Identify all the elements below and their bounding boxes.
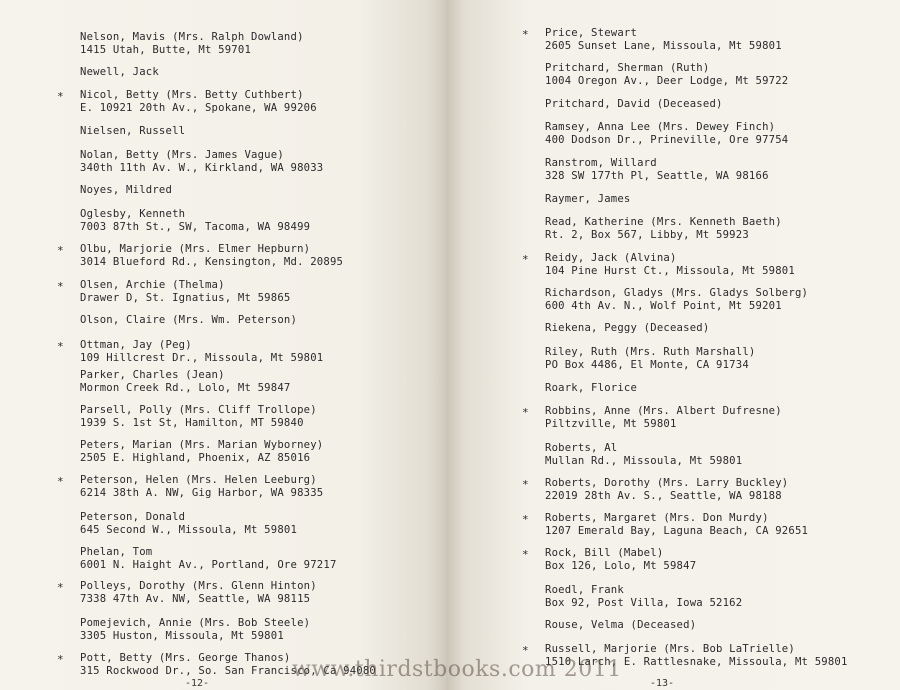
entry-name: Roberts, Al xyxy=(545,442,618,454)
entry-address: Drawer D, St. Ignatius, Mt 59865 xyxy=(80,291,291,304)
directory-entry xyxy=(80,149,323,175)
asterisk-marker: * xyxy=(57,653,64,666)
entry-name: Russell, Marjorie (Mrs. Bob LaTrielle) xyxy=(545,643,795,655)
asterisk-marker: * xyxy=(57,581,64,594)
entry-address: Box 126, Lolo, Mt 59847 xyxy=(545,559,697,572)
right-page xyxy=(446,0,900,690)
asterisk-marker: * xyxy=(57,280,64,293)
directory-entry xyxy=(80,314,297,327)
entry-name: Pomejevich, Annie (Mrs. Bob Steele) xyxy=(80,617,311,629)
asterisk-marker: * xyxy=(57,340,64,353)
directory-entry xyxy=(545,287,808,313)
entry-address: 109 Hillcrest Dr., Missoula, Mt 59801 xyxy=(80,351,324,364)
directory-entry xyxy=(80,546,337,572)
asterisk-marker: * xyxy=(522,478,529,491)
directory-entry xyxy=(545,62,788,88)
asterisk-marker: * xyxy=(57,90,64,103)
directory-entry xyxy=(545,252,795,278)
directory-entry xyxy=(80,439,323,465)
asterisk-marker: * xyxy=(57,244,64,257)
entry-name: Riekena, Peggy (Deceased) xyxy=(545,322,710,334)
directory-entry xyxy=(80,125,185,138)
entry-name: Parker, Charles (Jean) xyxy=(80,369,225,381)
entry-address: 1415 Utah, Butte, Mt 59701 xyxy=(80,43,252,56)
entry-name: Roberts, Margaret (Mrs. Don Murdy) xyxy=(545,512,769,524)
directory-entry xyxy=(545,382,637,395)
entry-name: Phelan, Tom xyxy=(80,546,153,558)
directory-entry xyxy=(545,547,696,573)
entry-name: Nelson, Mavis (Mrs. Ralph Dowland) xyxy=(80,31,304,43)
entry-address: 3014 Blueford Rd., Kensington, Md. 20895 xyxy=(80,255,344,268)
directory-entry xyxy=(545,477,788,503)
entry-name: Olsen, Archie (Thelma) xyxy=(80,279,225,291)
directory-entry xyxy=(545,27,782,53)
entry-address: 1510 Larch, E. Rattlesnake, Missoula, Mt 59801 xyxy=(545,655,848,668)
entry-name: Ranstrom, Willard xyxy=(545,157,657,169)
entry-name: Peterson, Helen (Mrs. Helen Leeburg) xyxy=(80,474,317,486)
entry-address: 315 Rockwood Dr., So. San Francisco, Ca 94080 xyxy=(80,664,377,677)
entry-name: Parsell, Polly (Mrs. Cliff Trollope) xyxy=(80,404,317,416)
entry-address: 328 SW 177th Pl, Seattle, WA 98166 xyxy=(545,169,769,182)
asterisk-marker: * xyxy=(522,548,529,561)
entry-name: Newell, Jack xyxy=(80,66,159,78)
entry-name: Pritchard, Sherman (Ruth) xyxy=(545,62,710,74)
directory-entry xyxy=(545,322,709,335)
entry-address: Piltzville, Mt 59801 xyxy=(545,417,677,430)
entry-name: Robbins, Anne (Mrs. Albert Dufresne) xyxy=(545,405,782,417)
directory-entry xyxy=(545,193,631,206)
directory-entry xyxy=(80,339,323,365)
directory-entry xyxy=(80,31,304,57)
directory-entry xyxy=(545,619,696,632)
entry-name: Richardson, Gladys (Mrs. Gladys Solberg) xyxy=(545,287,809,299)
entry-name: Nicol, Betty (Mrs. Betty Cuthbert) xyxy=(80,89,304,101)
entry-name: Read, Katherine (Mrs. Kenneth Baeth) xyxy=(545,216,782,228)
directory-entry xyxy=(545,584,742,610)
entry-name: Pritchard, David (Deceased) xyxy=(545,98,723,110)
asterisk-marker: * xyxy=(522,513,529,526)
directory-entry xyxy=(545,442,742,468)
entry-address: Box 92, Post Villa, Iowa 52162 xyxy=(545,596,743,609)
page-number: -13- xyxy=(650,678,675,689)
directory-entry xyxy=(80,474,323,500)
directory-entry xyxy=(545,121,788,147)
watermark: www.thirdstbooks.com 2011 xyxy=(292,657,622,682)
entry-name: Roedl, Frank xyxy=(545,584,624,596)
directory-entry xyxy=(80,580,317,606)
directory-entry xyxy=(80,369,291,395)
entry-name: Roark, Florice xyxy=(545,382,638,394)
entry-name: Nielsen, Russell xyxy=(80,125,186,137)
entry-name: Polleys, Dorothy (Mrs. Glenn Hinton) xyxy=(80,580,317,592)
entry-name: Noyes, Mildred xyxy=(80,184,173,196)
directory-entry xyxy=(545,512,808,538)
entry-name: Olson, Claire (Mrs. Wm. Peterson) xyxy=(80,314,298,326)
entry-name: Pott, Betty (Mrs. George Thanos) xyxy=(80,652,291,664)
entry-address: 6214 38th A. NW, Gig Harbor, WA 98335 xyxy=(80,486,324,499)
entry-address: E. 10921 20th Av., Spokane, WA 99206 xyxy=(80,101,317,114)
entry-address: 7338 47th Av. NW, Seattle, WA 98115 xyxy=(80,592,311,605)
entry-name: Ottman, Jay (Peg) xyxy=(80,339,192,351)
entry-name: Olbu, Marjorie (Mrs. Elmer Hepburn) xyxy=(80,243,311,255)
entry-address: 22019 28th Av. S., Seattle, WA 98188 xyxy=(545,489,782,502)
directory-entry xyxy=(80,243,343,269)
directory-entry xyxy=(545,216,782,242)
entry-address: Rt. 2, Box 567, Libby, Mt 59923 xyxy=(545,228,749,241)
directory-entry xyxy=(80,279,291,305)
left-page xyxy=(0,0,446,690)
entry-name: Oglesby, Kenneth xyxy=(80,208,186,220)
entry-address: 400 Dodson Dr., Prineville, Ore 97754 xyxy=(545,133,789,146)
entry-address: 2605 Sunset Lane, Missoula, Mt 59801 xyxy=(545,39,782,52)
directory-entry xyxy=(545,346,756,372)
entry-address: 1207 Emerald Bay, Laguna Beach, CA 92651 xyxy=(545,524,809,537)
entry-name: Ramsey, Anna Lee (Mrs. Dewey Finch) xyxy=(545,121,776,133)
directory-entry xyxy=(80,617,310,643)
entry-name: Price, Stewart xyxy=(545,27,638,39)
asterisk-marker: * xyxy=(522,28,529,41)
entry-address: 3305 Huston, Missoula, Mt 59801 xyxy=(80,629,284,642)
directory-entry xyxy=(80,89,317,115)
entry-address: PO Box 4486, El Monte, CA 91734 xyxy=(545,358,749,371)
entry-name: Roberts, Dorothy (Mrs. Larry Buckley) xyxy=(545,477,789,489)
entry-address: 6001 N. Haight Av., Portland, Ore 97217 xyxy=(80,558,337,571)
entry-name: Nolan, Betty (Mrs. James Vague) xyxy=(80,149,284,161)
entry-address: 1004 Oregon Av., Deer Lodge, Mt 59722 xyxy=(545,74,789,87)
directory-entry xyxy=(545,405,782,431)
entry-address: 645 Second W., Missoula, Mt 59801 xyxy=(80,523,298,536)
asterisk-marker: * xyxy=(57,475,64,488)
entry-name: Peterson, Donald xyxy=(80,511,186,523)
entry-name: Reidy, Jack (Alvina) xyxy=(545,252,677,264)
directory-entry xyxy=(80,208,310,234)
entry-address: Mullan Rd., Missoula, Mt 59801 xyxy=(545,454,743,467)
directory-entry xyxy=(80,184,172,197)
directory-entry xyxy=(545,157,769,183)
page-number: -12- xyxy=(185,678,210,689)
asterisk-marker: * xyxy=(522,644,529,657)
entry-name: Riley, Ruth (Mrs. Ruth Marshall) xyxy=(545,346,756,358)
directory-entry xyxy=(80,66,159,79)
entry-name: Raymer, James xyxy=(545,193,631,205)
entry-name: Rock, Bill (Mabel) xyxy=(545,547,664,559)
entry-name: Peters, Marian (Mrs. Marian Wyborney) xyxy=(80,439,324,451)
directory-entry xyxy=(80,511,297,537)
entry-name: Rouse, Velma (Deceased) xyxy=(545,619,697,631)
asterisk-marker: * xyxy=(522,406,529,419)
entry-address: 340th 11th Av. W., Kirkland, WA 98033 xyxy=(80,161,324,174)
entry-address: 2505 E. Highland, Phoenix, AZ 85016 xyxy=(80,451,311,464)
entry-address: 7003 87th St., SW, Tacoma, WA 98499 xyxy=(80,220,311,233)
entry-address: Mormon Creek Rd., Lolo, Mt 59847 xyxy=(80,381,291,394)
entry-address: 104 Pine Hurst Ct., Missoula, Mt 59801 xyxy=(545,264,795,277)
entry-address: 600 4th Av. N., Wolf Point, Mt 59201 xyxy=(545,299,782,312)
directory-entry xyxy=(545,98,723,111)
entry-address: 1939 S. 1st St, Hamilton, MT 59840 xyxy=(80,416,304,429)
asterisk-marker: * xyxy=(522,253,529,266)
directory-entry xyxy=(80,404,317,430)
